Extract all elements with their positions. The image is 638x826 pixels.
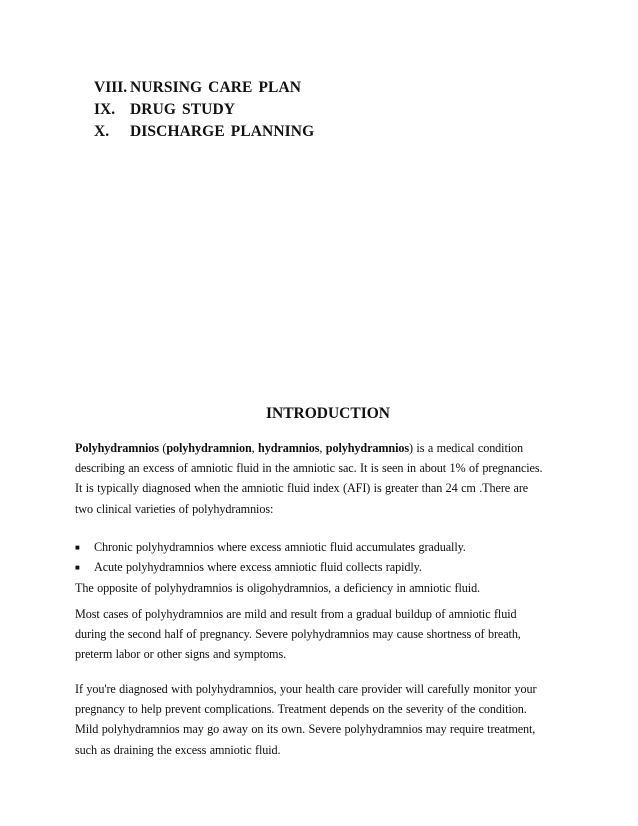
paragraph-line: Most cases of polyhydramnios are mild and result from a gradual buildup of amniotic fluid (75, 607, 517, 621)
intro-paragraph (75, 438, 563, 519)
section-outline (94, 77, 314, 143)
outline-number: VIII. (94, 79, 128, 96)
separator: , (251, 441, 259, 455)
paragraph-line: such as draining the excess amniotic fluid. (75, 742, 281, 757)
list-item (75, 537, 563, 557)
outline-title: DISCHARGE PLANNING (130, 123, 315, 140)
paragraph-line: pregnancy to help prevent complications. Treatment depends on the severity of the condition. (75, 702, 527, 717)
term-main: Polyhydramnios (75, 441, 159, 455)
intro-line (75, 438, 563, 458)
list-item-text: Chronic polyhydramnios where excess amniotic fluid accumulates gradually. (94, 540, 466, 554)
intro-line: It is typically diagnosed when the amniotic fluid index (AFI) is greater than 24 cm .There are (75, 481, 529, 496)
list-item-text: Acute polyhydramnios where excess amniotic fluid collects rapidly. (94, 560, 422, 575)
section-heading: INTRODUCTION (265, 405, 390, 422)
outline-number: X. (94, 123, 110, 140)
mild-cases-paragraph (75, 604, 563, 665)
term-alt: hydramnios (258, 441, 320, 455)
paragraph-line: The opposite of polyhydramnios is oligohydramnios, a deficiency in amniotic fluid. (75, 581, 481, 595)
intro-line: two clinical varieties of polyhydramnios: (75, 501, 274, 516)
paragraph-line: If you're diagnosed with polyhydramnios, your health care provider will carefully monitor your (75, 682, 537, 696)
list-item (75, 557, 563, 577)
paragraph-line: preterm labor or other signs and symptoms. (75, 647, 287, 662)
square-bullet-icon: ■ (75, 563, 80, 573)
diagnosed-paragraph (75, 679, 563, 760)
outline-item-nursing-care-plan (94, 77, 314, 99)
term-alt: polyhydramnios (325, 441, 410, 455)
paragraph-line: Mild polyhydramnios may go away on its own. Severe polyhydramnios may require treatment, (75, 722, 536, 737)
intro-line: describing an excess of amniotic fluid in the amniotic sac. It is seen in about 1% of pregnancies. (75, 461, 543, 476)
outline-title: NURSING CARE PLAN (130, 79, 302, 96)
outline-item-discharge-planning (94, 121, 314, 143)
separator: , (319, 441, 326, 455)
intro-rest: ) is a medical condition (409, 441, 524, 455)
opposite-paragraph (75, 578, 563, 598)
bullet-list (75, 537, 563, 577)
square-bullet-icon: ■ (75, 543, 80, 552)
paragraph-line: during the second half of pregnancy. Severe polyhydramnios may cause shortness of breath, (75, 627, 521, 642)
outline-item-drug-study (94, 99, 314, 121)
term-alt: polyhydramnion (166, 441, 252, 455)
outline-number: IX. (94, 101, 116, 118)
outline-title: DRUG STUDY (130, 101, 236, 118)
open-paren: ( (158, 441, 167, 455)
